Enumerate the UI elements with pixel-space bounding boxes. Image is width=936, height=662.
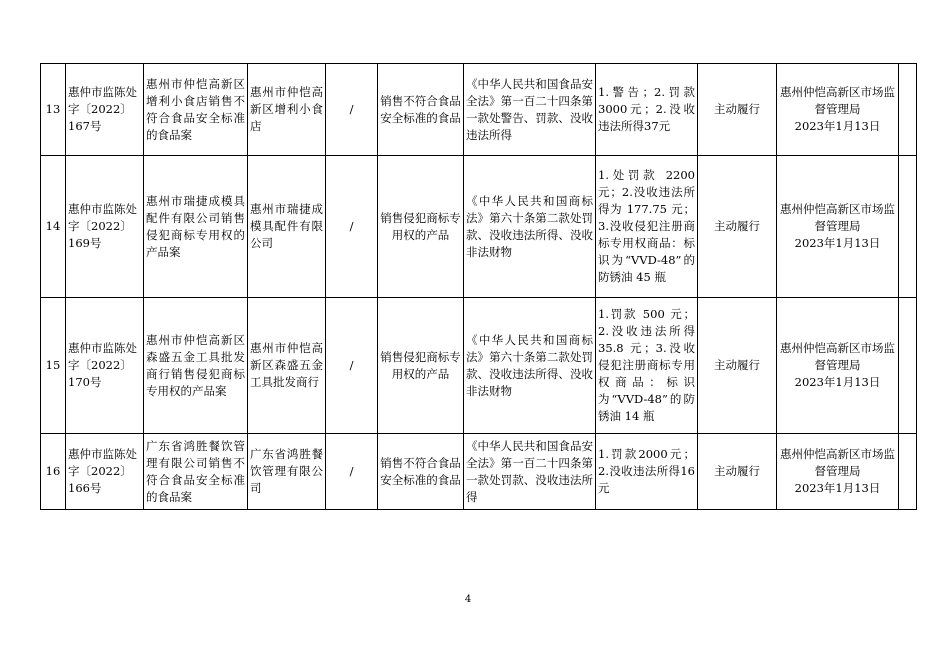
authority-date-cell — [777, 434, 899, 510]
status-cell: 主动履行 — [698, 156, 777, 298]
case-name-cell: 广东省鸿胜餐饮管理有限公司销售不符合食品安全标准的食品案 — [144, 434, 248, 510]
seq-cell: 15 — [41, 298, 66, 434]
empty-cell — [899, 298, 917, 434]
seq-cell: 14 — [41, 156, 66, 298]
empty-cell — [899, 434, 917, 510]
authority-date-cell — [777, 298, 899, 434]
legal-basis-cell: 《中华人民共和国商标法》第六十条第二款处罚款、没收违法所得、没收非法财物 — [464, 298, 596, 434]
authority-date-cell — [777, 156, 899, 298]
authority-text: 惠州仲恺高新区市场监督管理局 — [780, 202, 895, 233]
party-cell: 惠州市仲恺高新区森盛五金工具批发商行 — [248, 298, 326, 434]
violation-cell: 销售不符合食品安全标准的食品 — [378, 64, 464, 156]
table-row — [41, 434, 917, 510]
penalty-cell: 1.处罚款 2200元；2.没收违法所得为 177.75 元；3.没收侵犯注册商标专用权商品：标识为“VVD-48”的防锈油 45 瓶 — [596, 156, 698, 298]
penalty-cell: 1.罚款 500 元；2.没收违法所得35.8 元；3.没收侵犯注册商标专用权商品：标识为“VVD-48”的防锈油 14 瓶 — [596, 298, 698, 434]
page-number: 4 — [464, 594, 472, 605]
violation-cell: 销售不符合食品安全标准的食品 — [378, 434, 464, 510]
status-cell: 主动履行 — [698, 298, 777, 434]
case-name-cell: 惠州市仲恺高新区增利小食店销售不符合食品安全标准的食品案 — [144, 64, 248, 156]
date-text: 2023年1月13日 — [794, 481, 881, 495]
date-text: 2023年1月13日 — [794, 375, 881, 389]
authority-date-cell — [777, 64, 899, 156]
legal-basis-cell: 《中华人民共和国商标法》第六十条第二款处罚款、没收违法所得、没收非法财物 — [464, 156, 596, 298]
table-row — [41, 64, 917, 156]
blank-cell: / — [326, 156, 378, 298]
seq-cell: 16 — [41, 434, 66, 510]
party-cell: 惠州市瑞捷成模具配件有限公司 — [248, 156, 326, 298]
blank-cell: / — [326, 434, 378, 510]
seq-cell: 13 — [41, 64, 66, 156]
authority-text: 惠州仲恺高新区市场监督管理局 — [780, 85, 895, 116]
date-text: 2023年1月13日 — [794, 119, 881, 133]
penalty-cell: 1.警告；2.罚款3000元；2.没收违法所得37元 — [596, 64, 698, 156]
case-name-cell: 惠州市瑞捷成模具配件有限公司销售侵犯商标专用权的产品案 — [144, 156, 248, 298]
doc-number-cell: 惠仲市监陈处字〔2022〕167号 — [66, 64, 144, 156]
table-row — [41, 298, 917, 434]
table-row — [41, 156, 917, 298]
blank-cell: / — [326, 298, 378, 434]
legal-basis-cell: 《中华人民共和国食品安全法》第一百二十四条第一款处罚款、没收违法所得 — [464, 434, 596, 510]
empty-cell — [899, 156, 917, 298]
doc-number-cell: 惠仲市监陈处字〔2022〕170号 — [66, 298, 144, 434]
authority-text: 惠州仲恺高新区市场监督管理局 — [780, 447, 895, 478]
legal-basis-cell: 《中华人民共和国食品安全法》第一百二十四条第一款处警告、罚款、没收违法所得 — [464, 64, 596, 156]
case-name-cell: 惠州市仲恺高新区森盛五金工具批发商行销售侵犯商标专用权的产品案 — [144, 298, 248, 434]
date-text: 2023年1月13日 — [794, 236, 881, 250]
penalty-table — [40, 63, 917, 510]
party-cell: 广东省鸿胜餐饮管理有限公司 — [248, 434, 326, 510]
authority-text: 惠州仲恺高新区市场监督管理局 — [780, 341, 895, 372]
party-cell: 惠州市仲恺高新区增利小食店 — [248, 64, 326, 156]
penalty-cell: 1.罚款2000元；2.没收违法所得16元 — [596, 434, 698, 510]
blank-cell: / — [326, 64, 378, 156]
violation-cell: 销售侵犯商标专用权的产品 — [378, 298, 464, 434]
violation-cell: 销售侵犯商标专用权的产品 — [378, 156, 464, 298]
status-cell: 主动履行 — [698, 434, 777, 510]
doc-number-cell: 惠仲市监陈处字〔2022〕169号 — [66, 156, 144, 298]
status-cell: 主动履行 — [698, 64, 777, 156]
doc-number-cell: 惠仲市监陈处字〔2022〕166号 — [66, 434, 144, 510]
empty-cell — [899, 64, 917, 156]
